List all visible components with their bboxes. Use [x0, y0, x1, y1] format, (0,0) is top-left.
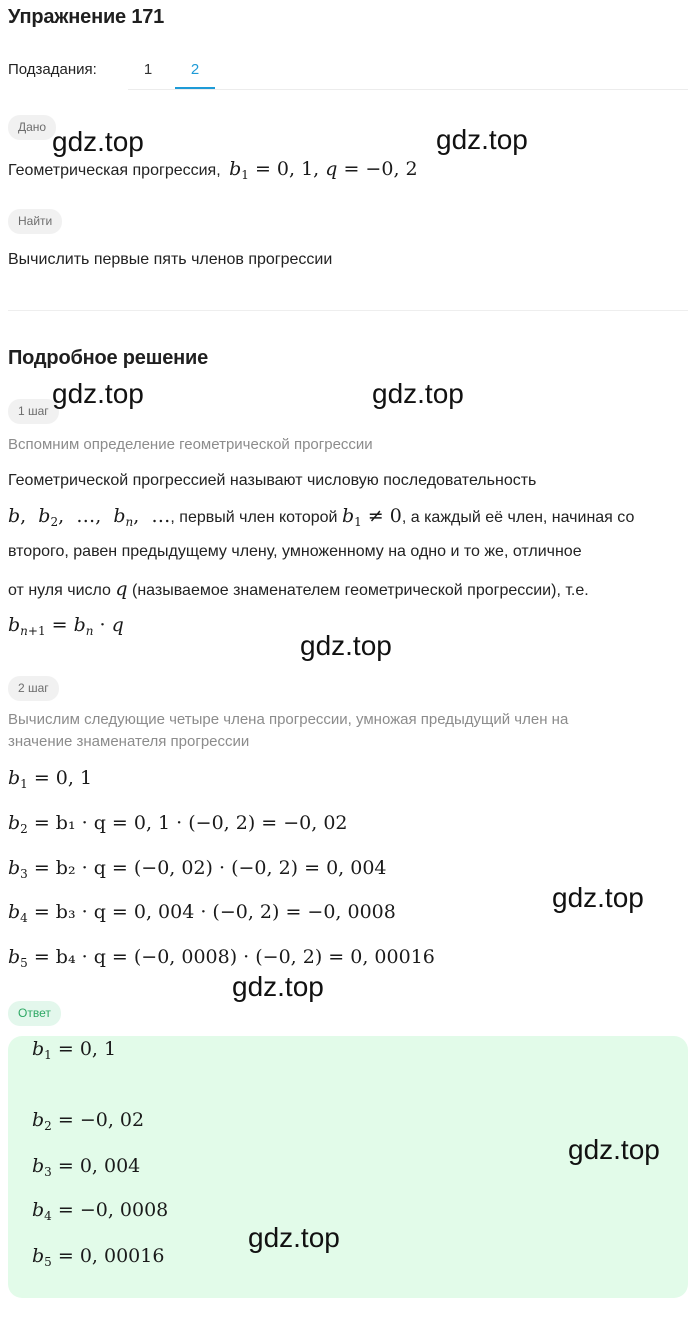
- watermark: gdz.top: [300, 630, 392, 661]
- step1-formula: $b_{n+1} = b_n \cdot q$: [8, 614, 124, 638]
- step1-line4: от нуля число q (называемое знаменателем геометрической прогрессии), т.е.: [8, 578, 589, 600]
- answer-b2: $b_2 = -0$, 02: [32, 1109, 145, 1133]
- watermark: gdz.top: [248, 1222, 340, 1253]
- answer-chip: Ответ: [8, 1001, 61, 1026]
- step1-line3: второго, равен предыдущему члену, умноженному на одно и то же, отличное: [8, 543, 582, 560]
- subtasks-label: Подзадания:: [8, 61, 97, 78]
- given-formula: $b_1 = 0$, 1, q = −0, 2: [229, 158, 418, 182]
- tab-subtask-2[interactable]: 2: [190, 61, 200, 78]
- page-title: Упражнение 171: [8, 6, 165, 28]
- equation-b3: $b_3 = b_2 \cdot q = (-0$, 02) · (−0, 2) = 0, 004: [8, 857, 387, 881]
- watermark: gdz.top: [52, 126, 144, 157]
- given-chip: Дано: [8, 115, 56, 140]
- watermark: gdz.top: [372, 378, 464, 409]
- solution-title: Подробное решение: [8, 347, 209, 369]
- active-tab-indicator: [175, 87, 215, 89]
- answer-b1: $b_1 = 0$, 1: [32, 1038, 117, 1062]
- equation-b2: $b_2 = b_1 \cdot q = 0$, 1 · (−0, 2) = −0, 02: [8, 812, 348, 836]
- tab-subtask-1[interactable]: 1: [143, 61, 153, 78]
- section-divider: [8, 310, 688, 311]
- step1-hint: Вспомним определение геометрической прогрессии: [8, 436, 373, 453]
- step1-chip: 1 шаг: [8, 399, 59, 424]
- tabs-divider: [128, 89, 688, 90]
- equation-b4: $b_4 = b_3 \cdot q = 0$, 004 · (−0, 2) = −0, 0008: [8, 901, 396, 925]
- step2-hint-line2: значение знаменателя прогрессии: [8, 733, 250, 750]
- step1-line1: Геометрической прогрессией называют числовую последовательность: [8, 472, 537, 489]
- answer-b3: $b_3 = 0$, 004: [32, 1155, 141, 1179]
- given-text: Геометрическая прогрессия, $b_1 = 0$, 1, q = −0, 2: [8, 158, 418, 182]
- step1-line2: b, $b_2$, …, $b_n$, …, первый член которой $b_1 \ne 0$, а каждый её член, начиная со: [8, 505, 635, 529]
- watermark: gdz.top: [552, 882, 644, 913]
- step2-chip: 2 шаг: [8, 676, 59, 701]
- find-chip: Найти: [8, 209, 62, 234]
- answer-b5: $b_5 = 0$, 00016: [32, 1245, 165, 1269]
- equation-b1: $b_1 = 0$, 1: [8, 767, 93, 791]
- watermark: gdz.top: [568, 1134, 660, 1165]
- watermark: gdz.top: [232, 971, 324, 1002]
- answer-b4: $b_4 = -0$, 0008: [32, 1199, 169, 1223]
- step2-hint-line1: Вычислим следующие четыре члена прогрессии, умножая предыдущий член на: [8, 711, 569, 728]
- watermark: gdz.top: [52, 378, 144, 409]
- find-text: Вычислить первые пять членов прогрессии: [8, 251, 333, 268]
- watermark: gdz.top: [436, 124, 528, 155]
- equation-b5: $b_5 = b_4 \cdot q = (-0$, 0008) · (−0, 2) = 0, 00016: [8, 946, 435, 970]
